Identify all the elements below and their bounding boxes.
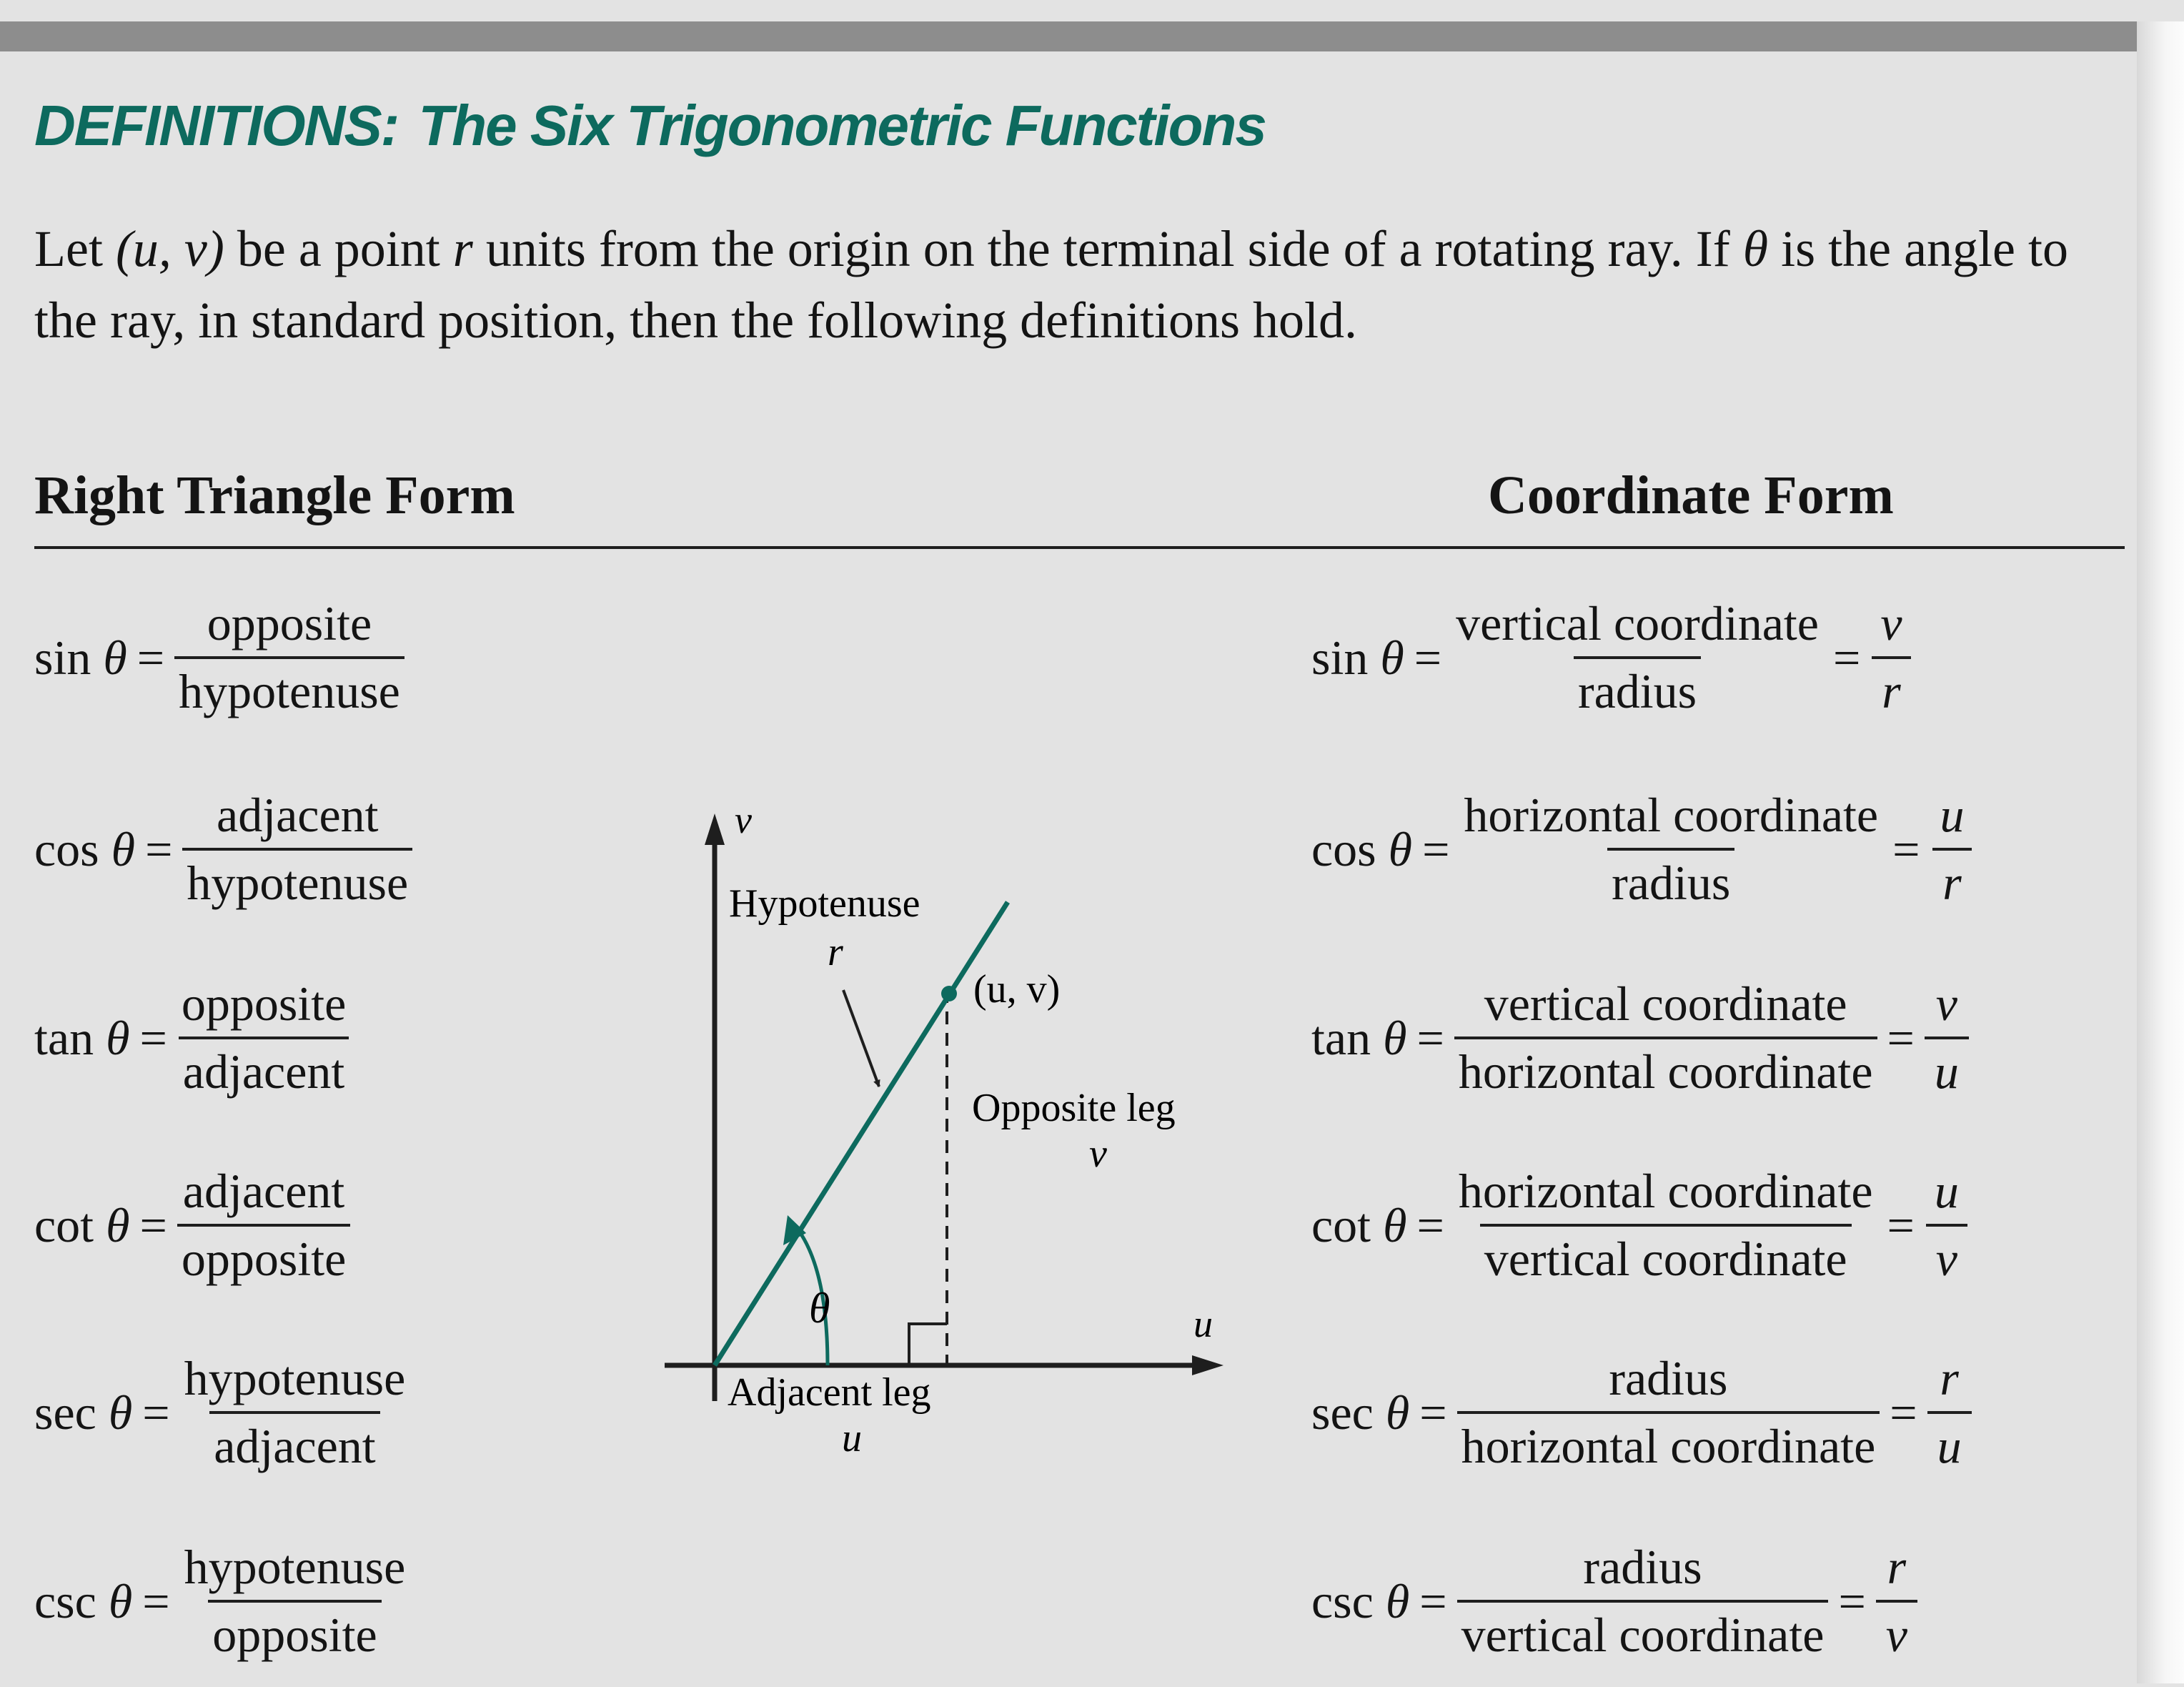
theta-symbol: θ	[1388, 821, 1413, 876]
theta-symbol: θ	[108, 1385, 133, 1440]
point-label: (u, v)	[973, 967, 1061, 1011]
word-fraction	[177, 976, 350, 1099]
variable-numerator: u	[1940, 787, 1965, 842]
page-edge	[2137, 21, 2184, 1683]
equals-sign: =	[142, 1385, 170, 1440]
equals-sign: =	[142, 1573, 170, 1628]
variable-denominator: r	[1932, 848, 1971, 909]
variable-numerator: r	[1887, 1539, 1907, 1594]
variable-denominator: r	[1872, 656, 1910, 717]
fraction-denominator: vertical coordinate	[1480, 1224, 1852, 1285]
equals-sign: =	[1419, 1573, 1447, 1628]
equals-sign: =	[1416, 1197, 1444, 1252]
fraction-denominator: radius	[1607, 848, 1734, 909]
point-marker	[941, 986, 957, 1001]
formula-row-tan	[34, 952, 350, 1124]
equals-sign: =	[1414, 630, 1442, 685]
word-fraction	[180, 1350, 410, 1473]
word-fraction	[1454, 976, 1877, 1099]
fraction-numerator: opposite	[181, 976, 347, 1031]
word-fraction	[1451, 595, 1823, 718]
word-fraction	[174, 595, 404, 718]
theta-symbol: θ	[103, 630, 127, 685]
equals-sign: =	[1416, 1010, 1444, 1065]
theta-symbol: θ	[106, 1197, 130, 1252]
intro-text-3: units from the origin on the terminal side of a rotating ray. If	[472, 220, 1743, 277]
intro-r: r	[452, 220, 473, 277]
adjacent-var-label: u	[842, 1416, 862, 1460]
equals-sign: =	[1887, 1197, 1915, 1252]
theta-symbol: θ	[111, 821, 136, 876]
fraction-denominator: vertical coordinate	[1457, 1600, 1829, 1661]
equals-sign: =	[1838, 1573, 1866, 1628]
formula-row-sin	[1311, 572, 1912, 743]
fraction-numerator: hypotenuse	[184, 1539, 406, 1594]
variable-numerator: v	[1880, 595, 1902, 650]
variable-fraction	[1925, 976, 1969, 1099]
variable-fraction	[1870, 595, 1912, 718]
equals-sign: =	[1890, 1385, 1917, 1440]
theta-label: θ	[809, 1285, 830, 1332]
word-fraction	[1454, 1163, 1877, 1286]
fraction-numerator: vertical coordinate	[1484, 976, 1847, 1031]
variable-denominator: v	[1926, 1224, 1967, 1285]
fraction-numerator: opposite	[207, 595, 372, 650]
equals-sign: =	[139, 1197, 167, 1252]
theta-symbol: θ	[1385, 1385, 1410, 1440]
intro-text-1: Let	[34, 220, 116, 277]
fraction-numerator: radius	[1609, 1350, 1728, 1405]
theta-symbol: θ	[1383, 1010, 1407, 1065]
page-title	[34, 93, 1266, 159]
variable-denominator: v	[1876, 1600, 1917, 1661]
v-axis-arrow-icon	[705, 813, 725, 845]
word-fraction	[180, 1539, 410, 1662]
variable-numerator: u	[1934, 1163, 1959, 1218]
intro-theta: θ	[1742, 220, 1769, 277]
fraction-denominator: hypotenuse	[182, 848, 412, 909]
function-name: sin	[34, 630, 91, 685]
variable-fraction	[1925, 1163, 1969, 1286]
fraction-denominator: hypotenuse	[174, 656, 404, 717]
formula-row-tan	[1311, 952, 1969, 1124]
intro-paragraph	[34, 213, 2128, 356]
function-name: sec	[34, 1385, 96, 1440]
variable-fraction	[1876, 1539, 1917, 1662]
fraction-numerator: adjacent	[217, 787, 379, 842]
word-fraction	[1459, 787, 1882, 910]
fraction-numerator: adjacent	[182, 1163, 345, 1218]
v-axis-label: v	[735, 798, 752, 841]
variable-fraction	[1930, 787, 1974, 910]
word-fraction	[177, 1163, 350, 1286]
right-triangle-heading: Right Triangle Form	[34, 465, 515, 525]
formula-row-cos	[1311, 763, 1974, 935]
formula-row-csc	[34, 1515, 409, 1687]
function-name: cos	[1311, 821, 1376, 876]
variable-numerator: r	[1940, 1350, 1959, 1405]
equals-sign: =	[139, 1010, 167, 1065]
formula-row-cot	[34, 1139, 350, 1311]
title-prefix: DEFINITIONS:	[34, 94, 399, 157]
r-label: r	[828, 930, 843, 974]
title-text: The Six Trigonometric Functions	[418, 94, 1266, 157]
word-fraction	[182, 787, 412, 910]
intro-point: (u, v)	[115, 220, 224, 277]
formula-row-sin	[34, 572, 404, 743]
intro-text-4: is the angle to the ray, in standard position, then the following definitions hold.	[34, 220, 2068, 349]
theta-symbol: θ	[1385, 1573, 1410, 1628]
formula-row-csc	[1311, 1515, 1917, 1687]
fraction-denominator: adjacent	[179, 1037, 349, 1097]
theta-symbol: θ	[1380, 630, 1404, 685]
formula-row-sec	[1311, 1327, 1972, 1498]
variable-fraction	[1927, 1350, 1972, 1473]
equals-sign: =	[1422, 821, 1450, 876]
equals-sign: =	[145, 821, 173, 876]
coordinate-heading: Coordinate Form	[1488, 465, 1894, 525]
equals-sign: =	[1419, 1385, 1447, 1440]
function-name: sin	[1311, 630, 1369, 685]
formula-row-cos	[34, 763, 412, 935]
r-pointer-arrow-icon	[843, 990, 879, 1087]
function-name: cos	[34, 821, 99, 876]
fraction-denominator: opposite	[208, 1600, 381, 1661]
theta-symbol: θ	[1383, 1197, 1407, 1252]
word-fraction	[1457, 1350, 1880, 1473]
right-angle-marker	[909, 1324, 947, 1365]
equals-sign: =	[1892, 821, 1920, 876]
fraction-denominator: opposite	[177, 1224, 350, 1285]
triangle-diagram	[643, 786, 1258, 1473]
opposite-var-label: v	[1089, 1132, 1107, 1176]
fraction-denominator: horizontal coordinate	[1454, 1037, 1877, 1097]
function-name: csc	[34, 1573, 96, 1628]
function-name: cot	[34, 1197, 94, 1252]
hypotenuse-ray	[715, 902, 1008, 1365]
fraction-denominator: radius	[1574, 656, 1701, 717]
u-axis-label: u	[1193, 1302, 1213, 1345]
fraction-denominator: adjacent	[209, 1411, 380, 1472]
function-name: sec	[1311, 1385, 1374, 1440]
heading-rule	[34, 546, 2125, 549]
formula-row-sec	[34, 1327, 409, 1498]
theta-symbol: θ	[106, 1010, 130, 1065]
function-name: csc	[1311, 1573, 1374, 1628]
top-border	[0, 21, 2184, 51]
variable-denominator: u	[1925, 1037, 1969, 1097]
fraction-numerator: horizontal coordinate	[1458, 1163, 1873, 1218]
theta-symbol: θ	[108, 1573, 133, 1628]
function-name: tan	[34, 1010, 94, 1065]
formula-row-cot	[1311, 1139, 1969, 1311]
equals-sign: =	[1887, 1010, 1915, 1065]
adjacent-leg-label: Adjacent leg	[728, 1370, 931, 1415]
equals-sign: =	[1832, 630, 1861, 685]
fraction-numerator: hypotenuse	[184, 1350, 406, 1405]
fraction-numerator: vertical coordinate	[1456, 595, 1819, 650]
u-axis-arrow-icon	[1192, 1355, 1223, 1375]
word-fraction	[1457, 1539, 1829, 1662]
equals-sign: =	[136, 630, 165, 685]
function-name: tan	[1311, 1010, 1371, 1065]
opposite-leg-label: Opposite leg	[972, 1086, 1176, 1130]
fraction-denominator: horizontal coordinate	[1457, 1411, 1880, 1472]
fraction-numerator: horizontal coordinate	[1464, 787, 1879, 842]
intro-text-2: be a point	[224, 220, 453, 277]
fraction-numerator: radius	[1583, 1539, 1702, 1594]
variable-numerator: v	[1935, 976, 1957, 1031]
function-name: cot	[1311, 1197, 1371, 1252]
variable-denominator: u	[1927, 1411, 1972, 1472]
hypotenuse-label: Hypotenuse	[729, 881, 920, 926]
